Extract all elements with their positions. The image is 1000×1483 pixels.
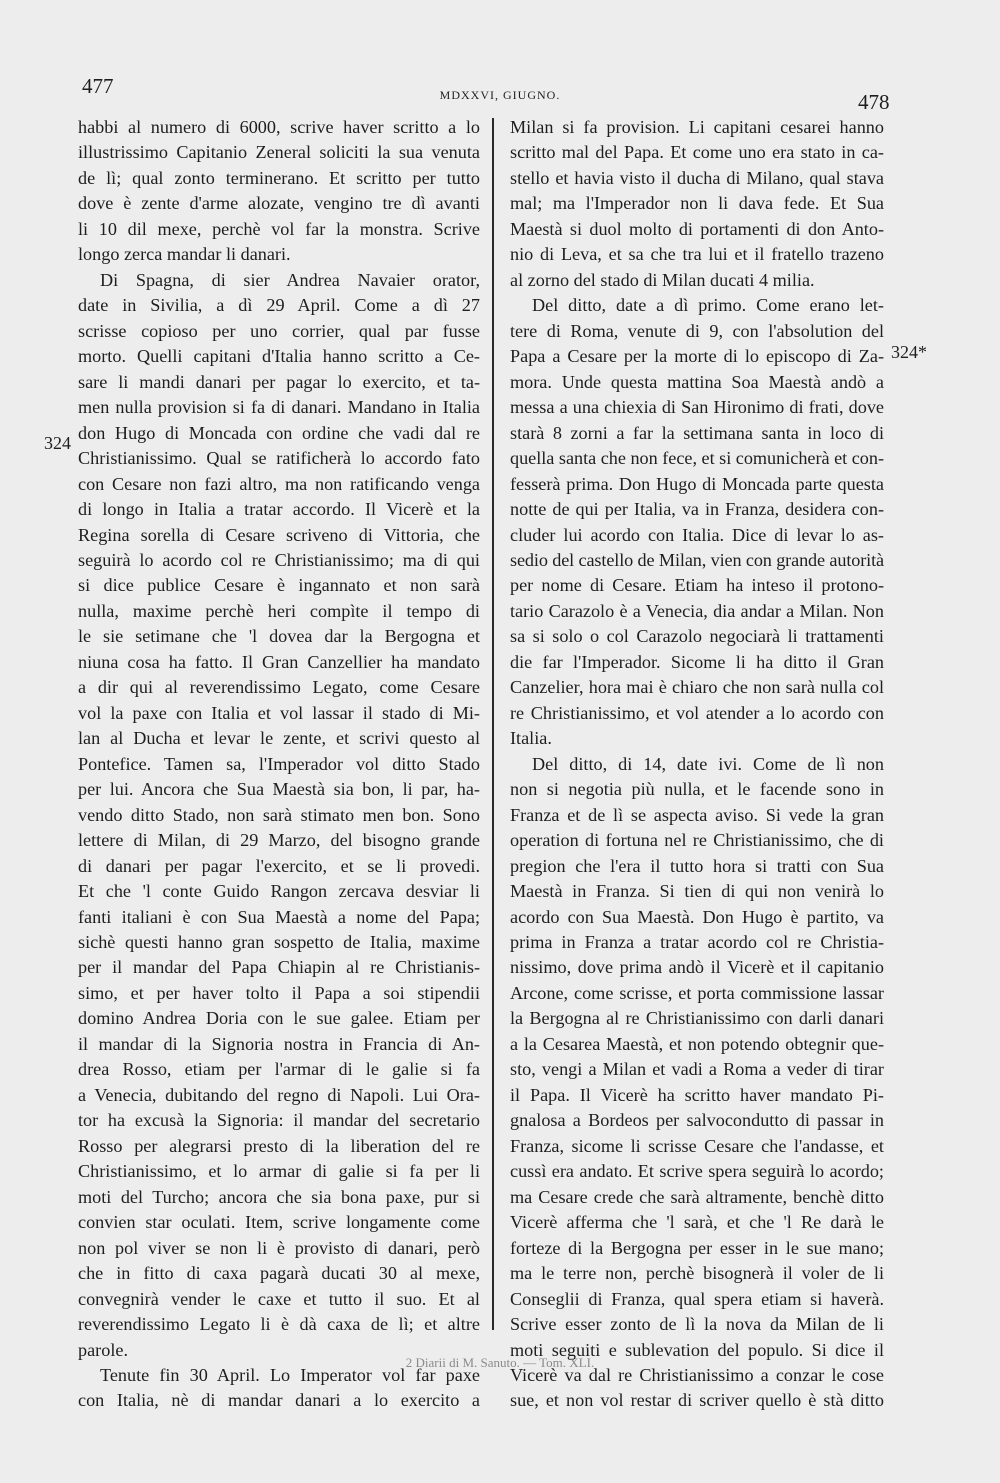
text-line: nissimo, dove prima andò il Vicerè et il capitanio <box>510 957 884 978</box>
text-line: convien star oculati. Item, scrive longamente come <box>78 1212 480 1233</box>
text-line: al zorno del stado di Milan ducati 4 milia. <box>510 269 815 290</box>
text-line: Tenute fin 30 April. Lo Imperator vol far paxe <box>100 1364 480 1385</box>
text-line: vol la paxe con Italia et vol lassar il stado di Mi- <box>78 702 480 723</box>
text-line: Franza, sicome li scrisse Cesare che l'andasse, et <box>510 1135 884 1156</box>
text-line: simo, et per haver tolto il Papa a soi stipendii <box>78 982 480 1003</box>
text-line: scrisse copioso per uno corrier, qual par fusse <box>78 320 480 341</box>
text-line: moti seguiti e sublevation del populo. Si dice il <box>510 1339 884 1360</box>
text-line: acordo con Sua Maestà. Don Hugo è partito, va <box>510 906 884 927</box>
text-line: parole. <box>78 1339 128 1360</box>
text-line: Maestà in Franza. Si tien di qui non venirà lo <box>510 881 884 902</box>
margin-note-left: 324 <box>44 433 71 453</box>
text-line: ma Cesare crede che sarà altramente, benchè ditto <box>510 1186 884 1207</box>
text-line: die far l'Imperador. Sicome li ha ditto il Gran <box>510 651 884 672</box>
text-line: di danari per pagar l'exercito, et se li provedi. <box>78 855 480 876</box>
page-number-right: 478 <box>858 90 890 114</box>
page-number-left: 477 <box>82 74 114 98</box>
text-line: Vicerè afferma che 'l sarà, et che 'l Re darà le <box>510 1212 884 1233</box>
text-line: Regina sorella di Cesare scriveno di Vittoria, che <box>78 524 480 545</box>
text-line: il Papa. Il Vicerè ha scritto haver mandato Pi- <box>510 1084 884 1105</box>
text-line: operation di fortuna nel re Christianissimo, che di <box>510 830 884 851</box>
text-line: a dir qui al reverendissimo Legato, come Cesare <box>78 677 480 698</box>
text-line: Pontefice. Tamen sa, l'Imperador vol ditto Stado <box>78 753 480 774</box>
text-line: Christianissimo, et lo armar di galie si fa per li <box>78 1161 480 1182</box>
text-line: men nulla provision si fa di danari. Mandano in Italia <box>78 397 480 418</box>
page-footer: 2 Diarii di M. Sanuto. — Tom. XLI. <box>405 1355 595 1370</box>
text-line: mora. Unde questa mattina Soa Maestà andò a <box>510 371 884 392</box>
text-line: lettere di Milan, di 29 Marzo, del bisogno grande <box>78 830 480 851</box>
text-line: habbi al numero di 6000, scrive haver scritto a lo <box>78 117 480 137</box>
text-line: non pol viver se non li è provisto di danari, però <box>78 1237 480 1258</box>
text-line: Christianissimo. Qual se ratificherà lo accordo fato <box>78 448 480 469</box>
text-line: sichè questi hanno gran sospetto de Italia, maxime <box>78 932 480 952</box>
text-line: con Cesare non fazi altro, ma non ratificando venga <box>78 473 480 494</box>
text-line: tor ha excusà la Signoria: il mandar del secretario <box>78 1110 480 1131</box>
text-line: di longo in Italia a tratar accordo. Il Vicerè et la <box>78 499 480 520</box>
text-line: fanti italiani è con Sua Maestà a nome del Papa; <box>78 906 480 927</box>
text-line: nio di Leva, et sa che tra lui et il fratello trazeno <box>510 244 884 265</box>
running-title: MDXXVI, GIUGNO. <box>439 88 561 102</box>
text-line: illustrissimo Capitanio Zeneral soliciti la sua venuta <box>78 142 480 163</box>
text-line: forteze di la Bergogna per esser in le sue mano; <box>510 1237 884 1258</box>
text-line: convegnirà vender le caxe et tutto il suo. Et al <box>78 1288 480 1309</box>
text-line: quella santa che non fece, et si comunicherà et con- <box>510 448 884 469</box>
text-line: de lì; qual zonto terminerano. Et scritto per tutto <box>78 167 480 188</box>
text-line: mal; ma l'Imperador non li dava fede. Et Sua <box>510 193 884 214</box>
text-line: Vicerè va dal re Christianissimo a conzar le cose <box>510 1364 884 1385</box>
text-line: prima in Franza a tratar acordo col re Christia- <box>510 932 884 952</box>
text-line: Di Spagna, di sier Andrea Navaier orator, <box>100 269 480 290</box>
column-divider <box>492 118 494 1330</box>
text-column-right <box>510 115 884 1414</box>
text-line: Papa a Cesare per la morte di lo episcopo di Za- <box>510 346 884 367</box>
text-line: scritto mal del Papa. Et come uno era stato in ca- <box>510 142 884 163</box>
text-line: Canzelier, hora mai è chiaro che non sarà nulla col <box>510 677 884 698</box>
text-line: a Venecia, dubitando del regno di Napoli. Lui Ora- <box>78 1084 480 1105</box>
text-line: Scrive esser zonto de lì la nova da Milan de li <box>510 1314 884 1335</box>
text-line: sto, vengi a Milan et vadi a Roma a veder di tirar <box>510 1059 884 1080</box>
text-line: le sie setimane che 'l dovea dar la Bergogna et <box>78 626 480 647</box>
text-line: Rosso per alegrarsi presto di la liberation del re <box>78 1135 480 1156</box>
text-line: dove è zente d'arme alozate, vengino tre dì avanti <box>78 193 480 214</box>
text-line: lan al Ducha et levar le zente, et scrivi questo al <box>78 728 480 749</box>
text-line: drea Rosso, etiam per l'armar di le galie si fa <box>78 1059 480 1080</box>
text-line: sedio del castello de Milan, vien con grande autorità <box>510 549 884 570</box>
text-line: niuna cosa ha fatto. Il Gran Canzellier ha mandato <box>78 651 480 672</box>
text-line: moti del Turcho; ancora che sia bona paxe, pur si <box>78 1186 480 1207</box>
text-line: a la Cesarea Maestà, et non potendo obtegnir que- <box>510 1033 884 1054</box>
text-line: vendo ditto Stado, non sarà stimato men bon. Sono <box>78 804 480 825</box>
text-line: Milan si fa provision. Li capitani cesarei hanno <box>510 117 884 137</box>
text-line: re Christianissimo, et vol atender a lo acordo con <box>510 702 884 723</box>
text-line: si dice publice Cesare è ingannato et non sarà <box>78 575 480 596</box>
text-column-left <box>78 115 480 1414</box>
text-line: per lui. Ancora che Sua Maestà sia bon, li par, ha- <box>78 779 480 800</box>
text-line: notte de qui per Italia, va in Franza, desidera con- <box>510 499 884 520</box>
text-line: per il mandar del Papa Chiapin al re Christianis- <box>78 957 480 978</box>
text-line: tere di Roma, venute di 9, con l'absolution del <box>510 320 884 341</box>
text-line: Maestà si duol molto di portamenti di don Anto- <box>510 218 884 239</box>
text-line: starà 8 zorni a far la settimana santa in loco di <box>510 422 884 443</box>
text-line: Arcone, come scrisse, et porta commissione lassar <box>510 982 884 1003</box>
text-line: morto. Quelli capitani d'Italia hanno scritto a Ce- <box>78 346 480 367</box>
text-line: don Hugo di Moncada con ordine che vadi dal re <box>78 422 480 443</box>
text-line: Del ditto, di 14, date ivi. Come de lì non <box>532 753 884 774</box>
text-line: la Bergogna al re Christianissimo con darli danari <box>510 1008 884 1029</box>
text-line: reverendissimo Legato li è dà caxa de lì; et altre <box>78 1314 480 1335</box>
text-line: Conseglii di Franza, qual spera etiam si haverà. <box>510 1288 884 1309</box>
text-line: fesserà prima. Don Hugo di Moncada parte questa <box>510 473 884 494</box>
text-line: Italia. <box>510 728 552 749</box>
text-line: li 10 dil mexe, perchè vol far la monstra. Scrive <box>78 218 480 239</box>
text-line: per nome di Cesare. Etiam ha inteso il protono- <box>510 575 884 596</box>
text-line: nulla, maxime perchè heri compìte il tempo di <box>78 600 480 621</box>
text-line: con Italia, nè di mandar danari a lo exercito a <box>78 1390 480 1411</box>
text-line: date in Sivilia, a dì 29 April. Come a dì 27 <box>78 295 480 316</box>
text-line: sa si solo o col Carazolo negociarà li trattamenti <box>510 626 884 647</box>
text-line: cluder lui acordo con Italia. Dice di levar lo as- <box>510 524 884 545</box>
text-line: Franza et de lì se aspecta aviso. Si vede la gran <box>510 804 884 825</box>
text-line: ma le terre non, perchè bisognerà il voler de li <box>510 1263 884 1284</box>
text-line: messa a una chiexia di San Hironimo di frati, dove <box>510 397 884 418</box>
text-line: cussì era andato. Et scrive spera seguirà lo acordo; <box>510 1161 884 1182</box>
text-line: Et che 'l conte Guido Rangon zercava desviar li <box>78 881 480 902</box>
text-line: sue, et non vol restar di scriver quello è stà ditto <box>510 1390 884 1411</box>
text-line: sare li mandi danari per pagar lo exercito, et ta- <box>78 371 480 392</box>
text-line: domino Andrea Doria con le sue galee. Etiam per <box>78 1008 480 1029</box>
text-line: seguirà lo acordo col re Christianissimo; ma di qui <box>78 549 480 570</box>
text-line: stello et havia visto il ducha di Milano, qual stava <box>510 167 884 188</box>
text-line: tario Carazolo è a Venecia, dia andar a Milan. Non <box>510 600 884 621</box>
text-line: gnalosa a Bordeos per salvocondutto di passar in <box>510 1110 884 1131</box>
text-line: Del ditto, date a dì primo. Come erano let- <box>532 295 884 316</box>
page-header <box>0 72 1000 112</box>
text-line: non si negotia più nulla, et le facende sono in <box>510 779 884 800</box>
margin-note-right: 324* <box>891 342 927 362</box>
text-line: che in fitto di caxa pagarà ducati 30 al mexe, <box>78 1263 480 1284</box>
text-line: pregion che l'era il tutto hora si tratti con Sua <box>510 855 884 876</box>
text-line: longo zerca mandar li danari. <box>78 244 291 265</box>
text-line: il mandar di la Signoria nostra in Francia di An- <box>78 1033 480 1054</box>
